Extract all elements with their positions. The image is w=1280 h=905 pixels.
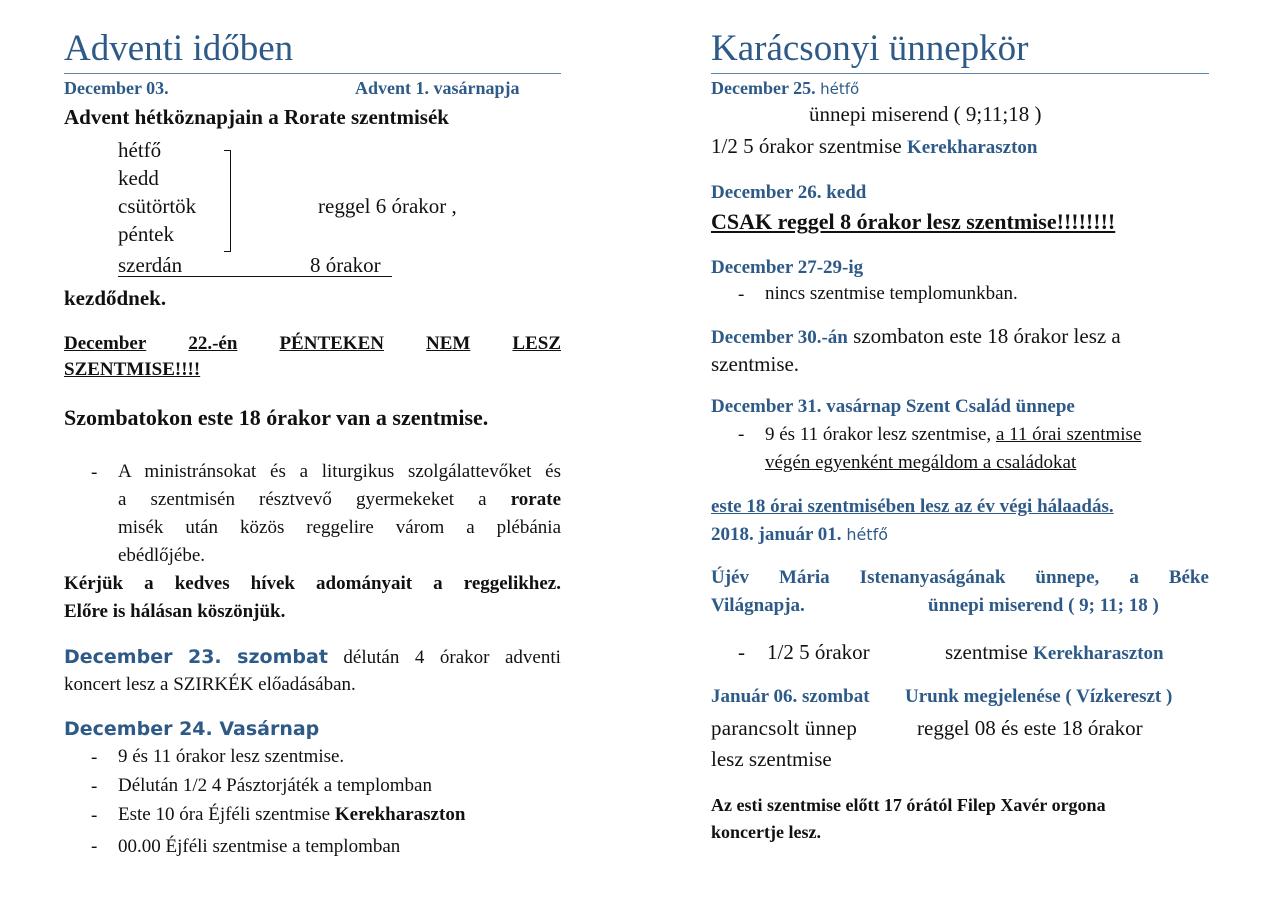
dec24-item-3 xyxy=(118,804,465,826)
dec23-word: délután xyxy=(343,647,400,668)
jan06-line2: lesz szentmise xyxy=(711,747,832,771)
dec30-date: December 30.-án xyxy=(711,327,848,348)
dec30-line2: szentmise. xyxy=(711,352,800,376)
christmas-title: Karácsonyi ünnepkör xyxy=(711,28,1029,69)
saturday-mass: Szombatokon este 18 órakor van a szentmise. xyxy=(64,405,489,430)
mary-word: Béke xyxy=(1168,567,1209,588)
donation-line1: Kérjük a kedves hívek adományait a reggelikhez. xyxy=(64,573,561,594)
ministrant-line4: ebédlőjébe. xyxy=(118,545,206,566)
concert-line1: Az esti szentmise előtt 17 órától Filep Xavér orgona xyxy=(711,795,1106,815)
dec22-line2: SZENTMISE!!!! xyxy=(64,359,201,380)
dec31-line1 xyxy=(765,424,1141,446)
bullet-dash: - xyxy=(91,462,98,483)
days-bracket xyxy=(224,150,231,252)
days-time: reggel 6 órakor , xyxy=(318,194,457,218)
dec23-line1 xyxy=(64,646,561,669)
mary-order: ünnepi miserend ( 9; 11; 18 ) xyxy=(928,595,1159,616)
dec23-line2: koncert lesz a SZIRKÉK előadásában. xyxy=(64,674,356,695)
mary-word: Újév xyxy=(711,567,749,588)
ministrant-line2-text: a szentmisén résztvevő gyermekeket a xyxy=(118,489,487,510)
jan06-date: Január 06. szombat xyxy=(711,686,870,707)
dec03-label: Advent 1. vasárnapja xyxy=(355,78,520,98)
dec30-text: szombaton este 18 órakor lesz a xyxy=(853,324,1121,348)
dec31-text: 9 és 11 órakor lesz szentmise, xyxy=(765,424,992,445)
dec23-word: adventi xyxy=(505,647,561,668)
bullet-dash: - xyxy=(91,747,98,768)
mary-word: Istenanyaságának xyxy=(859,567,1006,588)
day-monday: hétfő xyxy=(118,138,162,162)
advent-title-rule xyxy=(64,73,561,74)
jan06-feast: Urunk megjelenése ( Vízkereszt ) xyxy=(905,686,1173,707)
dec24-item-4: 00.00 Éjféli szentmise a templomban xyxy=(118,836,401,857)
jan06-line1a: parancsolt ünnep xyxy=(711,716,858,740)
advent-title: Adventi időben xyxy=(64,28,294,69)
bullet-dash: - xyxy=(91,805,98,826)
mary-word: a xyxy=(1129,567,1139,588)
bullet-dash: - xyxy=(738,424,745,445)
bullet-dash: - xyxy=(91,836,98,857)
dec24-place: Kerekharaszton xyxy=(334,804,466,825)
dec23-word: szombat xyxy=(237,646,328,668)
dec03-date: December 03. xyxy=(64,78,169,98)
dec25-order: ünnepi miserend ( 9;11;18 ) xyxy=(809,102,1042,126)
dec25-date: December 25. xyxy=(711,78,816,98)
rorate-word: rorate xyxy=(510,489,562,510)
mary-line1 xyxy=(711,567,1209,589)
dec31-line2: végén egyenként megáldom a családokat xyxy=(765,452,1077,473)
rorate-start: kezdődnek. xyxy=(64,286,167,310)
jan01-mass-text: szentmise xyxy=(945,640,1028,664)
jan01-mass xyxy=(945,640,1164,665)
dec24-heading: December 24. Vasárnap xyxy=(64,718,320,740)
dec31-heading: December 31. vasárnap Szent Család ünnepe xyxy=(711,396,1075,417)
dec24-item-3-text: Este 10 óra Éjféli szentmise xyxy=(118,804,331,825)
dec22-word: LESZ xyxy=(512,333,561,354)
mary-word: ünnepe, xyxy=(1035,567,1100,588)
jan01-date: 2018. január 01. xyxy=(711,524,842,545)
wednesday-underline xyxy=(118,276,392,277)
christmas-title-rule xyxy=(711,73,1209,74)
ministrant-line2 xyxy=(118,489,561,511)
day-friday: péntek xyxy=(118,222,174,246)
donation-line2: Előre is hálásan köszönjük. xyxy=(64,601,286,622)
dec25-heading xyxy=(711,78,859,99)
mary-line2: Világnapja. xyxy=(711,595,805,616)
concert-line2: koncertje lesz. xyxy=(711,822,821,842)
jan01-heading xyxy=(711,524,888,546)
mary-word: Mária xyxy=(779,567,830,588)
thanksgiving: este 18 órai szentmisében lesz az év végi hálaadás. xyxy=(711,496,1114,517)
dec25-place: Kerekharaszton xyxy=(906,137,1038,158)
dec24-item-2: Délután 1/2 4 Pásztorjáték a templomban xyxy=(118,775,432,796)
dec22-notice xyxy=(64,333,561,355)
wednesday-time: 8 órakor xyxy=(310,253,381,277)
day-thursday: csütörtök xyxy=(118,194,197,218)
dec22-word: 22.-én xyxy=(188,333,238,354)
wednesday-label: szerdán xyxy=(118,253,183,277)
jan01-place: Kerekharaszton xyxy=(1033,643,1164,664)
bullet-dash: - xyxy=(91,776,98,797)
dec25-mass xyxy=(711,134,1037,159)
dec23-word: órakor xyxy=(439,647,490,668)
jan06-line1b: reggel 08 és este 18 órakor xyxy=(917,716,1143,740)
dec26-note: CSAK reggel 8 órakor lesz szentmise!!!!!!!! xyxy=(711,209,1116,234)
jan01-time: 1/2 5 órakor xyxy=(767,640,870,664)
dec31-underlined: a 11 órai szentmise xyxy=(995,424,1142,445)
dec30-line1 xyxy=(711,324,1121,349)
dec27-item: nincs szentmise templomunkban. xyxy=(765,283,1018,304)
dec25-mass-text: 1/2 5 órakor szentmise xyxy=(711,134,902,158)
rorate-heading: Advent hétköznapjain a Rorate szentmisék xyxy=(64,105,449,129)
ministrant-line1: A ministránsokat és a liturgikus szolgálattevőket és xyxy=(118,461,561,482)
dec27-heading: December 27-29-ig xyxy=(711,257,864,278)
day-tuesday: kedd xyxy=(118,166,159,190)
dec23-word: 23. xyxy=(187,646,222,668)
dec22-word: NEM xyxy=(426,333,471,354)
bullet-dash: - xyxy=(738,640,745,664)
bullet-dash: - xyxy=(738,284,745,305)
dec25-day: hétfő xyxy=(820,80,860,98)
dec26-heading: December 26. kedd xyxy=(711,182,867,203)
dec22-word: December xyxy=(64,333,147,354)
dec23-word: December xyxy=(64,646,173,668)
dec22-word: PÉNTEKEN xyxy=(279,333,384,354)
dec24-item-1: 9 és 11 órakor lesz szentmise. xyxy=(118,746,345,767)
dec23-word: 4 xyxy=(414,647,425,668)
jan01-day: hétfő xyxy=(846,525,888,544)
ministrant-line3: misék után közös reggelire várom a plébánia xyxy=(118,517,561,538)
